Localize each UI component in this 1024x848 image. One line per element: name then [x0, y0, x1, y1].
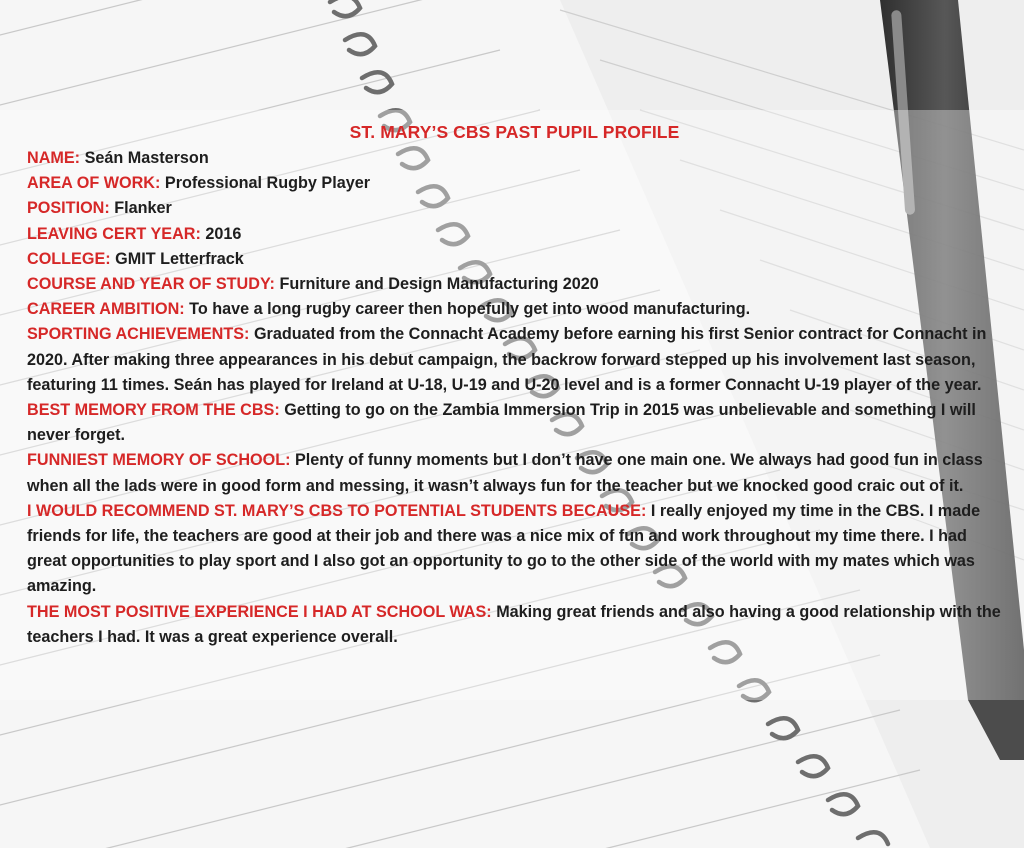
field-label: COURSE AND YEAR OF STUDY: — [27, 275, 275, 294]
field-career-ambition — [27, 297, 1002, 322]
field-label: SPORTING ACHIEVEMENTS: — [27, 325, 250, 344]
field-name — [27, 146, 1002, 171]
field-funniest-memory — [27, 448, 1002, 498]
field-leaving-cert-year — [27, 222, 1002, 247]
field-best-memory — [27, 398, 1002, 448]
field-label: POSITION: — [27, 199, 110, 218]
field-label: NAME: — [27, 149, 81, 167]
field-value: Professional Rugby Player — [164, 174, 371, 193]
field-label: COLLEGE: — [27, 249, 111, 268]
field-value: Furniture and Design Manufacturing 2020 — [279, 275, 599, 294]
field-most-positive-experience — [27, 600, 1002, 650]
field-value: Flanker — [114, 199, 172, 218]
field-value: Making great friends and also having a good relationship with the teachers I had. It was a great experience overall. — [27, 602, 1001, 646]
field-value: To have a long rugby career then hopefully get into wood manufacturing. — [189, 300, 751, 319]
field-sporting-achievements — [27, 322, 1002, 398]
field-value: Getting to go on the Zambia Immersion Trip in 2015 was unbelievable and something I will never forget. — [27, 401, 976, 445]
field-course — [27, 272, 1002, 297]
field-value: Graduated from the Connacht Academy before earning his first Senior contract for Connacht in 2020. After making three appearances in his debut campaign, the backrow forward stepped up his involvement last season, featuring 11 times. Seán has played for Ireland at U-18, U-19 and U-20 level and is a former Connacht U-19 player of the year. — [27, 325, 987, 394]
field-college — [27, 247, 1002, 272]
field-label: THE MOST POSITIVE EXPERIENCE I HAD AT SCHOOL WAS: — [27, 602, 492, 621]
field-recommendation — [27, 499, 1002, 600]
profile-title: ST. MARY’S CBS PAST PUPIL PROFILE — [349, 122, 680, 142]
field-value: 2016 — [205, 224, 242, 243]
field-label: I WOULD RECOMMEND ST. MARY’S CBS TO POTENTIAL STUDENTS BECAUSE: — [27, 501, 647, 520]
field-value: I really enjoyed my time in the CBS. I made friends for life, the teachers are good at their job and there was a nice mix of fun and work throughout my time there. I had great opportunities to play sport and I also got an opportunity to go to the other side of the world with my mates which was amazing. — [27, 501, 981, 596]
field-label: FUNNIEST MEMORY OF SCHOOL: — [27, 451, 291, 470]
field-label: LEAVING CERT YEAR: — [27, 224, 201, 243]
field-value: GMIT Letterfrack — [115, 249, 244, 268]
field-label: BEST MEMORY FROM THE CBS: — [27, 401, 280, 420]
field-value: Plenty of funny moments but I don’t have one main one. We always had good fun in class when all the lads were in good form and messing, it wasn’t always fun for the teacher but we knocked good craic out of it. — [27, 451, 983, 495]
past-pupil-profile — [27, 120, 1002, 650]
field-position — [27, 196, 1002, 221]
field-value: Seán Masterson — [84, 149, 209, 167]
field-area-of-work — [27, 171, 1002, 196]
field-label: CAREER AMBITION: — [27, 300, 185, 319]
field-label: AREA OF WORK: — [27, 174, 161, 193]
